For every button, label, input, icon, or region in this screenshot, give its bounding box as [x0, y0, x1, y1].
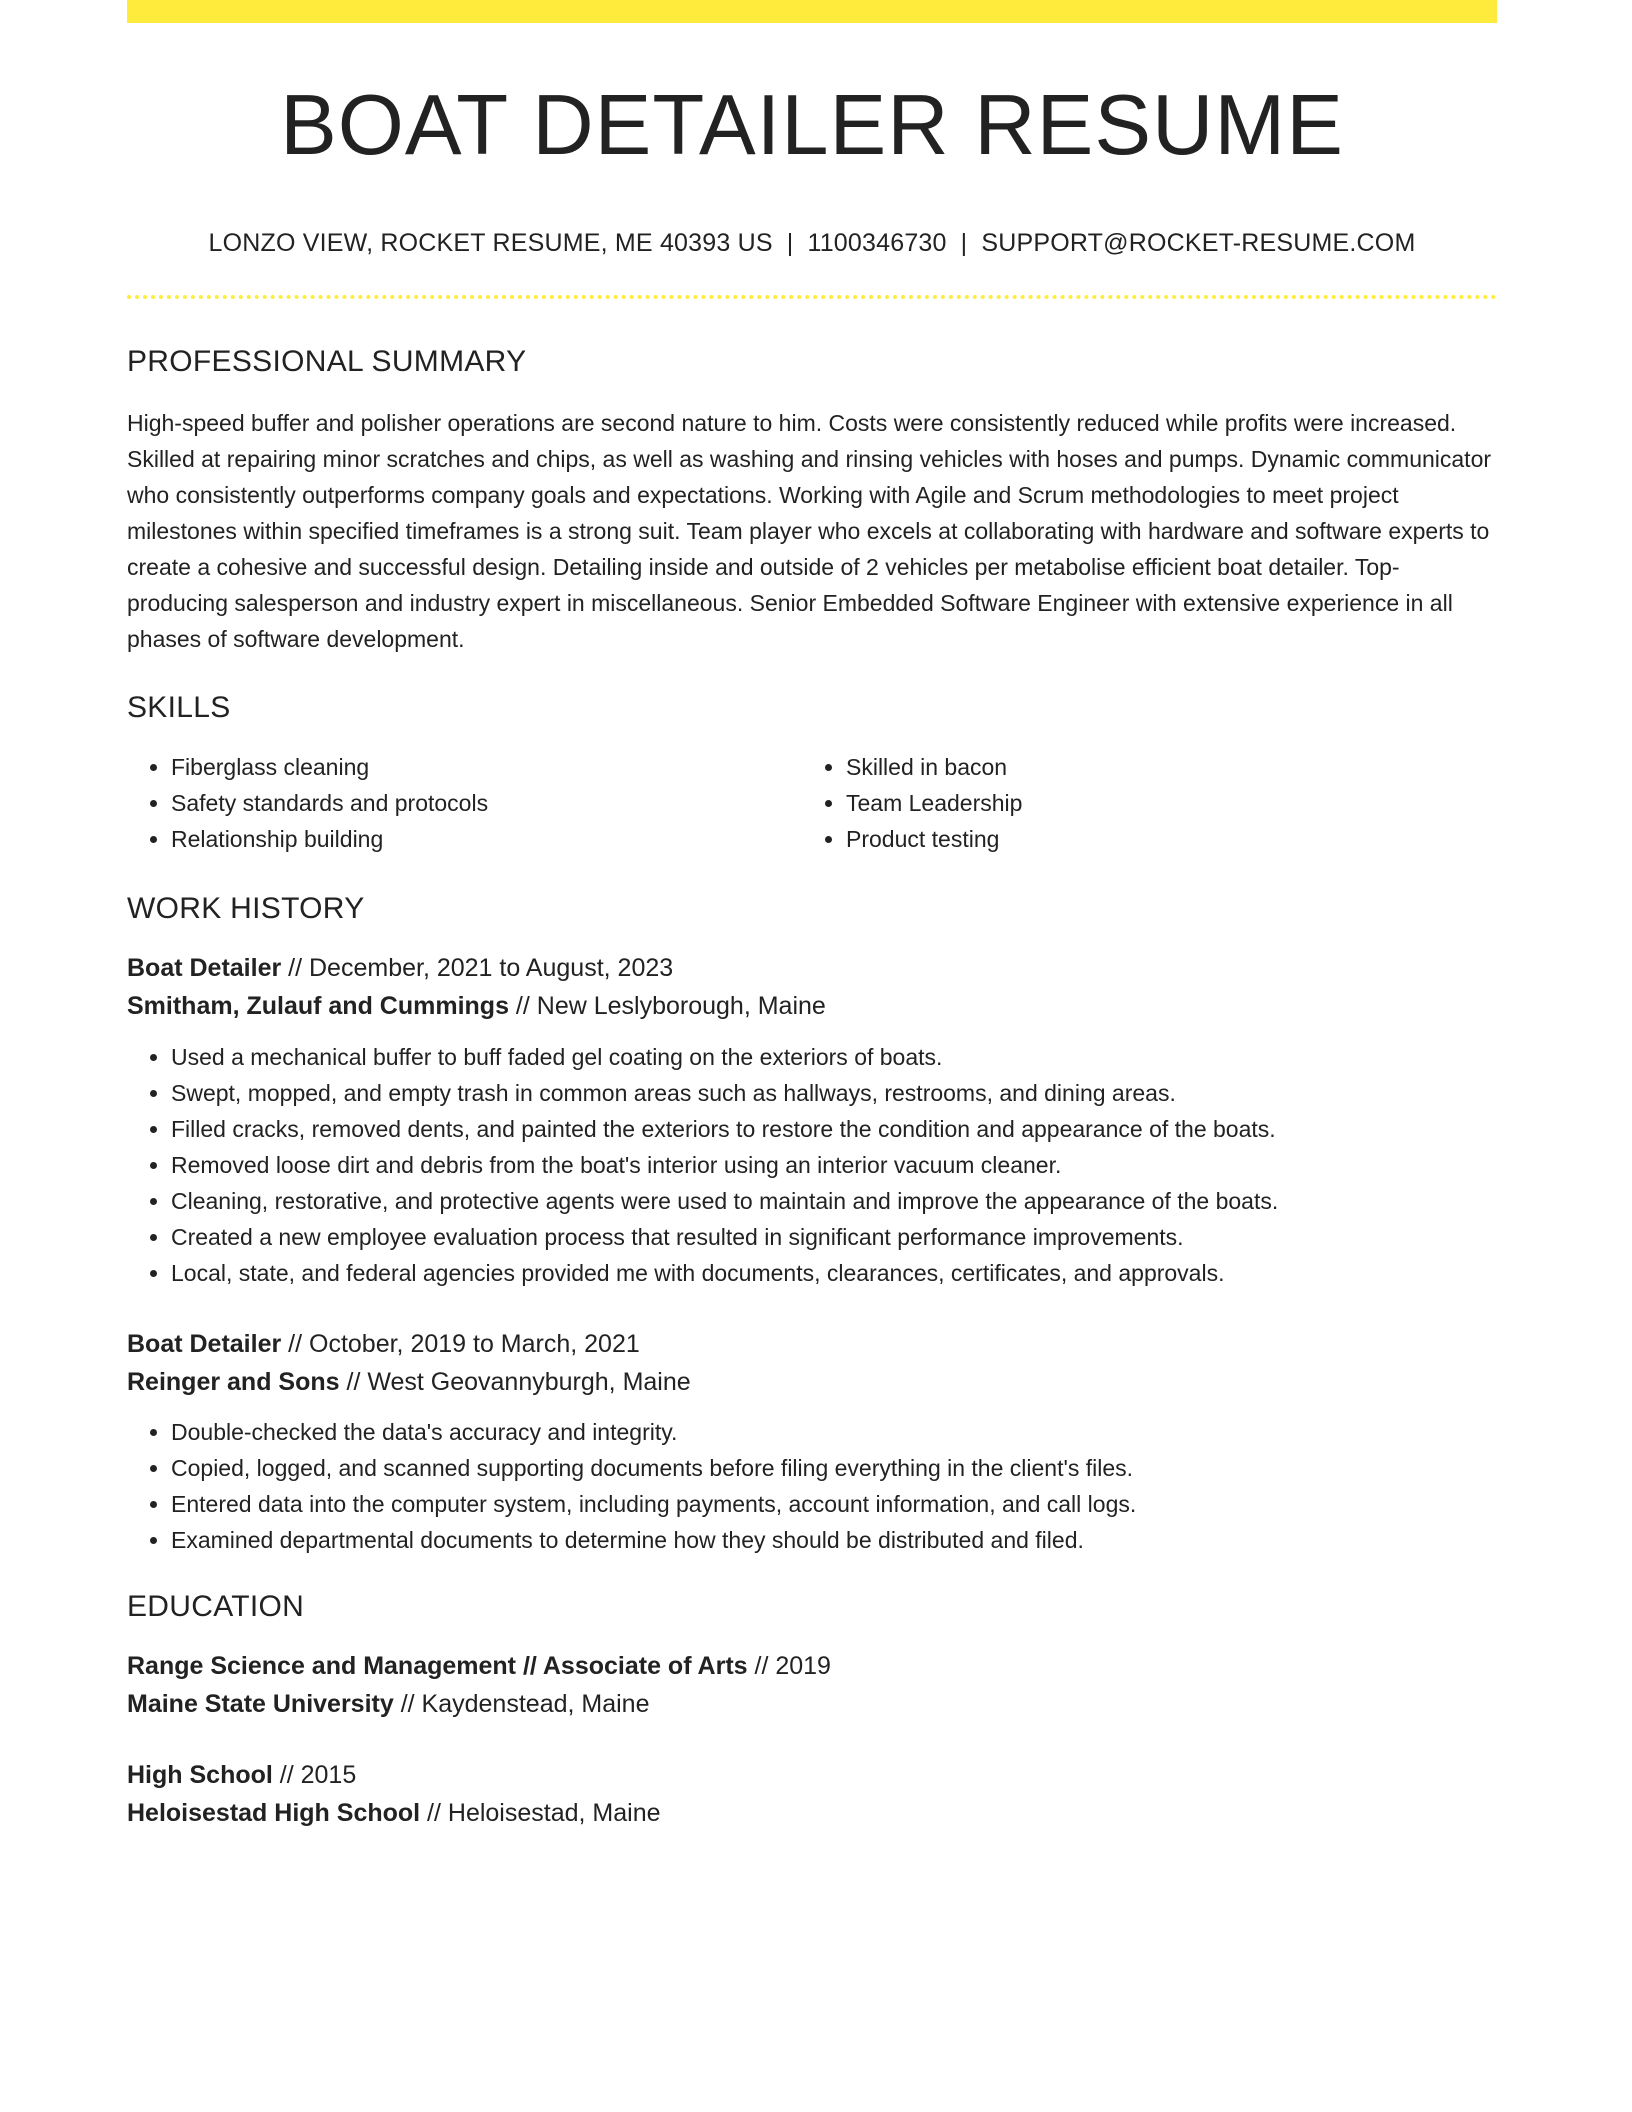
top-accent-bar	[127, 0, 1497, 23]
skill-item: • Skilled in bacon	[846, 749, 1477, 785]
job-dates: // October, 2019 to March, 2021	[281, 1330, 640, 1358]
job-bullet: • Used a mechanical buffer to buff faded gel coating on the exteriors of boats.	[171, 1039, 1497, 1075]
education-school: Maine State University	[127, 1690, 394, 1718]
job-entry	[127, 1325, 1497, 1558]
education-year: // 2015	[272, 1761, 357, 1789]
job-bullet: • Filled cracks, removed dents, and painted the exteriors to restore the condition and appearance of the boats.	[171, 1111, 1497, 1147]
education-year: // 2019	[747, 1652, 831, 1680]
skill-item: • Team Leadership	[846, 785, 1477, 821]
skills-column-right	[802, 749, 1477, 857]
summary-text: High-speed buffer and polisher operations are second nature to him. Costs were consistently reduced while profits were increased. Skilled at repairing minor scratches and chips, as well as washing and rinsing vehicles with hoses and pumps. Dynamic communicator who consistently outperforms company goals and expectations. Working with Agile and Scrum methodologies to meet project milestones within specified timeframes is a strong suit. Team player who excels at collaborating with hardware and software experts to create a cohesive and successful design. Detailing inside and outside of 2 vehicles per metabolise efficient boat detailer. Top-producing salesperson and industry expert in miscellaneous. Senior Embedded Software Engineer with extensive experience in all phases of software development.	[127, 410, 1492, 652]
job-bullets	[127, 1039, 1497, 1291]
education-degree: Range Science and Management // Associate of Arts	[127, 1652, 748, 1680]
skills-column-left	[127, 749, 802, 857]
job-location: // West Geovannyburgh, Maine	[339, 1368, 691, 1396]
job-bullet: • Local, state, and federal agencies provided me with documents, clearances, certificates, and approvals.	[171, 1255, 1497, 1291]
dotted-divider	[127, 295, 1497, 299]
job-title: Boat Detailer	[127, 1330, 282, 1358]
skills-heading: SKILLS	[127, 691, 231, 724]
job-title: Boat Detailer	[127, 954, 282, 982]
education-degree-line	[127, 1647, 1497, 1685]
resume-page	[127, 0, 1497, 1832]
skill-item: • Relationship building	[171, 821, 802, 857]
job-bullets	[127, 1414, 1497, 1558]
job-dates: // December, 2021 to August, 2023	[281, 954, 674, 982]
education-location: // Heloisestad, Maine	[420, 1799, 661, 1827]
education-degree-line	[127, 1756, 1497, 1794]
job-entry	[127, 949, 1497, 1291]
job-bullet: • Double-checked the data's accuracy and integrity.	[171, 1414, 1497, 1450]
education-entry	[127, 1647, 1497, 1723]
skill-item: • Safety standards and protocols	[171, 785, 802, 821]
work-history-heading: WORK HISTORY	[127, 892, 365, 925]
education-location: // Kaydenstead, Maine	[393, 1690, 650, 1718]
job-title-line	[127, 949, 1497, 987]
education-school: Heloisestad High School	[127, 1799, 421, 1827]
resume-title: BOAT DETAILER RESUME	[280, 78, 1344, 173]
job-company-line	[127, 987, 1497, 1025]
job-bullet: • Copied, logged, and scanned supporting documents before filing everything in the client's files.	[171, 1450, 1497, 1486]
job-bullet: • Created a new employee evaluation process that resulted in significant performance improvements.	[171, 1219, 1497, 1255]
contact-separator: |	[960, 229, 968, 257]
job-location: // New Leslyborough, Maine	[508, 992, 826, 1020]
job-bullet: • Entered data into the computer system, including payments, account information, and call logs.	[171, 1486, 1497, 1522]
job-bullet: • Examined departmental documents to determine how they should be distributed and filed.	[171, 1522, 1497, 1558]
contact-address: LONZO VIEW, ROCKET RESUME, ME 40393 US	[208, 229, 773, 257]
job-bullet: • Cleaning, restorative, and protective agents were used to maintain and improve the appearance of the boats.	[171, 1183, 1497, 1219]
job-company: Reinger and Sons	[127, 1368, 340, 1396]
skill-item: • Fiberglass cleaning	[171, 749, 802, 785]
education-school-line	[127, 1685, 1497, 1723]
job-company-line	[127, 1363, 1497, 1401]
job-bullet: • Removed loose dirt and debris from the boat's interior using an interior vacuum cleaner.	[171, 1147, 1497, 1183]
contact-phone: 1100346730	[807, 229, 947, 257]
job-bullet: • Swept, mopped, and empty trash in common areas such as hallways, restrooms, and dining areas.	[171, 1075, 1497, 1111]
contact-line	[127, 231, 1497, 256]
education-school-line	[127, 1794, 1497, 1832]
skills-list	[127, 749, 1497, 857]
job-company: Smitham, Zulauf and Cummings	[127, 992, 509, 1020]
contact-email[interactable]: SUPPORT@ROCKET-RESUME.COM	[981, 229, 1416, 257]
summary-heading: PROFESSIONAL SUMMARY	[127, 345, 527, 378]
education-entry	[127, 1756, 1497, 1832]
education-heading: EDUCATION	[127, 1590, 305, 1623]
education-degree: High School	[127, 1761, 273, 1789]
skill-item: • Product testing	[846, 821, 1477, 857]
job-title-line	[127, 1325, 1497, 1363]
contact-separator: |	[786, 229, 794, 257]
